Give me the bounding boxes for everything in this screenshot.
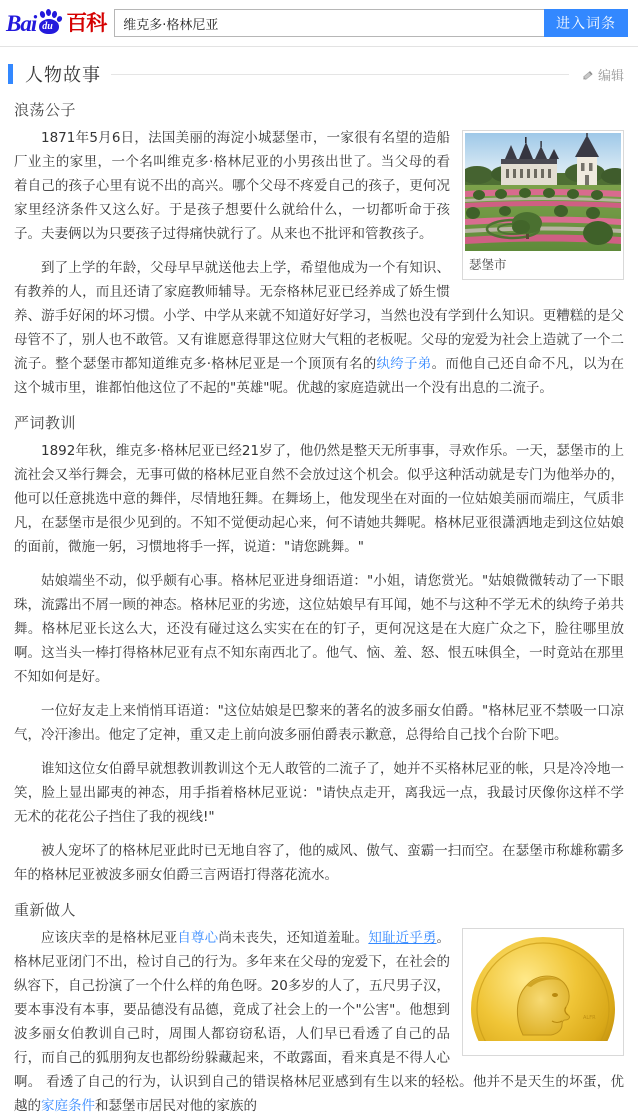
paragraph-4 xyxy=(14,569,624,689)
paragraph-8-text-b: 尚未丧失，还知道羞耻。 xyxy=(218,930,369,946)
paragraph-2-text-b: 。而他自己还自命不凡，以为在这个城市里，谁都怕他这位了不起的"英雄"呢。优越的家庭造就出一个没有出息的二流子。 xyxy=(14,356,625,396)
paragraph-1-text: 1871年5月6日，法国美丽的海淀小城瑟堡市，一家很有名望的造船厂业主的家里，一个名叫维克多·格林尼亚的小男孩出世了。当父母的看着自己的孩子心里有说不出的高兴。哪个父母不疼爱自己的孩子，更何况家里经济条件又这么好。于是孩子想要什么就给什么，一切都听命于孩子。夫妻俩以为只要孩子过得痛快就行了。从来也不批评和管教孩子。 xyxy=(14,130,450,242)
paragraph-7-text: 被人宠坏了的格林尼亚此时已无地自容了，他的威风、傲气、蛮霸一扫而空。在瑟堡市称雄称霸多年的格林尼亚被波多丽女伯爵三言两语打得落花流水。 xyxy=(14,843,624,883)
section-accent-bar xyxy=(8,64,13,84)
section-header xyxy=(14,61,624,87)
top-bar xyxy=(0,0,638,47)
paragraph-4-text: 姑娘端坐不动，似乎颇有心事。格林尼亚进身细语道："小姐，请您赏光。"姑娘微微转动了一下眼珠，流露出不屑一顾的神态。格林尼亚的劣迹，这位姑娘早有耳闻，她不与这种不学无术的纨绔子弟共舞。格林尼亚长这么大，还没有碰过这么实实在在的钉子，更何况这是在大庭广众之下，脸往哪里放啊。这当头一棒打得格林尼亚有点不知东南西北了。他气、恼、羞、怒、恨五味俱全，一时竟站在那里不知如何是好。 xyxy=(14,573,624,685)
search-input[interactable] xyxy=(114,9,544,37)
logo-baike-text: 百科 xyxy=(66,10,107,35)
paragraph-6 xyxy=(14,757,624,829)
figure-medal[interactable] xyxy=(462,928,624,1056)
search-bar xyxy=(114,9,628,37)
edit-section-link[interactable] xyxy=(581,65,624,84)
link-jiatingtiaojian[interactable]: 家庭条件 xyxy=(41,1098,95,1114)
paragraph-8-text-d: 和瑟堡市居民对他的家族的 xyxy=(95,1098,257,1114)
link-zhichijinhuyong[interactable]: 知耻近乎勇 xyxy=(368,930,437,946)
link-zizunxin[interactable]: 自尊心 xyxy=(177,930,219,946)
edit-label: 编辑 xyxy=(597,67,624,83)
gold-nobel-medal-photo xyxy=(465,931,621,1041)
logo-du-text: du xyxy=(42,21,53,32)
chateau-garden-photo xyxy=(465,133,621,251)
paragraph-6-text: 谁知这位女伯爵早就想教训教训这个无人敢管的二流子了，她并不买格林尼亚的帐，只是冷冷地一笑，脸上显出鄙夷的神态，用手指着格林尼亚说："请快点走开，离我远一点，我最讨厌像你这样不学无术的花花公子挡住了我的视线!" xyxy=(14,761,624,825)
pencil-icon xyxy=(581,68,595,82)
subsection-title-1: 浪荡公子 xyxy=(14,101,77,119)
section-divider xyxy=(111,74,569,75)
paragraph-2-text-a: 到了上学的年龄，父母早早就送他去上学，希望他成为一个有知识、有教养的人，而且还请了家庭教师辅导。无奈格林尼亚已经养成了娇生惯养、游手好闲的坏习惯。小学、中学从来就不知道好好学习，当然也没有学到什么知识。更糟糕的是父母管不了，别人也不敢管。又有谁愿意得罪这位财大气粗的老板呢。父母的宠爱为社会上造就了一个二流子。整个瑟堡市都知道维克多·格林尼亚是一个顶顶有名的 xyxy=(14,260,624,372)
enter-entry-button[interactable]: 进入词条 xyxy=(544,9,628,37)
paragraph-3-text: 1892年秋，维克多·格林尼亚已经21岁了，他仍然是整天无所事事，寻欢作乐。一天，瑟堡市的上流社会又举行舞会，无事可做的格林尼亚自然不会放过这个机会。似乎这种活动就是专门为他举办的，他可以任意挑选中意的舞伴，尽情地狂舞。在舞场上，他发现坐在对面的一位姑娘美丽而端庄，气质非凡，在瑟堡市是很少见到的。不知不觉便动起心来，何不请她共舞呢。格林尼亚很潇洒地走到这位姑娘的面前，微施一躬，习惯地将手一挥，说道："请您跳舞。" xyxy=(14,443,624,555)
paw-icon xyxy=(37,11,63,35)
link-wankuzidi[interactable]: 纨绔子弟 xyxy=(376,356,432,372)
subsection-title-3: 重新做人 xyxy=(14,901,77,919)
section-title: 人物故事 xyxy=(25,65,101,86)
paragraph-7 xyxy=(14,839,624,887)
article-content xyxy=(0,61,638,1118)
paragraph-5 xyxy=(14,699,624,747)
paragraph-5-text: 一位好友走上来悄悄耳语道："这位姑娘是巴黎来的著名的波多丽女伯爵。"格林尼亚不禁吸一口凉气，冷汗渗出。他定了定神，重又走上前向波多丽伯爵表示歉意，总得给自己找个台阶下吧。 xyxy=(14,703,624,743)
figure-caption-1: 瑟堡市 xyxy=(469,257,507,272)
figure-caption-2 xyxy=(465,1041,621,1055)
subsection-title-2: 严词教训 xyxy=(14,414,77,432)
paragraph-8-text-a: 应该庆幸的是格林尼亚 xyxy=(41,930,178,946)
logo-bai-text: Bai xyxy=(6,10,37,36)
figure-chateau[interactable] xyxy=(462,130,624,280)
paragraph-8-text-c: 。格林尼亚闭门不出，检讨自己的行为。多年来在父母的宠爱下，在社会的纵容下，自己扮演了一个什么样的角色呀。20多岁的人了，五尺男子汉，要本事没有本事，要品德没有品德，竟成了社会上的一个"公害"。他想到波多丽女伯教训自己时，周围人都窃窃私语，人们早已看透了自己的品行，而自己的狐朋狗友也都纷纷躲藏起来，不敢露面，看来真是不得人心啊。 看透了自己的行为，认识到自己的错误格林尼亚感到有生以来的轻松。他并不是天生的坏蛋，优越的 xyxy=(14,930,624,1114)
paragraph-3 xyxy=(14,439,624,559)
baidu-baike-logo[interactable] xyxy=(6,8,106,38)
svg-text:ALFR: ALFR xyxy=(583,1015,596,1021)
